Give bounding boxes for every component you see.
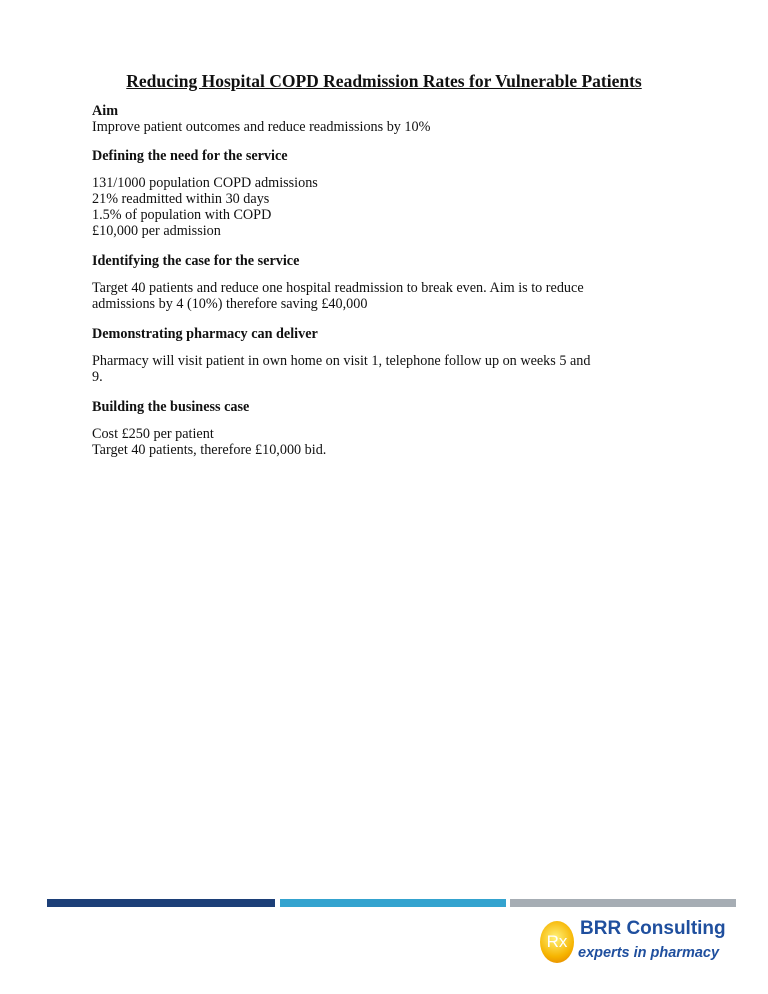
need-line: £10,000 per admission <box>92 223 221 239</box>
deliver-line: Pharmacy will visit patient in own home on visit 1, telephone follow up on weeks 5 and <box>92 353 591 369</box>
case-line: admissions by 4 (10%) therefore saving £40,000 <box>92 296 368 312</box>
heading-case: Identifying the case for the service <box>92 253 300 269</box>
logo-name: BRR Consulting <box>580 918 726 939</box>
case-line: Target 40 patients and reduce one hospital readmission to break even. Aim is to reduce <box>92 280 584 296</box>
need-line: 131/1000 population COPD admissions <box>92 175 318 191</box>
rx-icon: Rx <box>540 921 574 963</box>
aim-text: Improve patient outcomes and reduce readmissions by 10% <box>92 119 431 135</box>
need-line: 1.5% of population with COPD <box>92 207 272 223</box>
heading-business-case: Building the business case <box>92 399 250 415</box>
deliver-line: 9. <box>92 369 103 385</box>
business-line: Target 40 patients, therefore £10,000 bid. <box>92 442 327 458</box>
business-line: Cost £250 per patient <box>92 426 214 442</box>
heading-deliver: Demonstrating pharmacy can deliver <box>92 326 318 342</box>
brr-consulting-logo <box>540 916 736 968</box>
footer-bar-light-blue <box>280 899 506 907</box>
footer-bar-gray <box>510 899 736 907</box>
need-line: 21% readmitted within 30 days <box>92 191 270 207</box>
heading-aim: Aim <box>92 103 119 119</box>
logo-tagline: experts in pharmacy <box>578 945 720 961</box>
heading-need: Defining the need for the service <box>92 148 288 164</box>
document-title: Reducing Hospital COPD Readmission Rates for Vulnerable Patients <box>126 71 642 91</box>
footer-bar-dark-blue <box>47 899 275 907</box>
